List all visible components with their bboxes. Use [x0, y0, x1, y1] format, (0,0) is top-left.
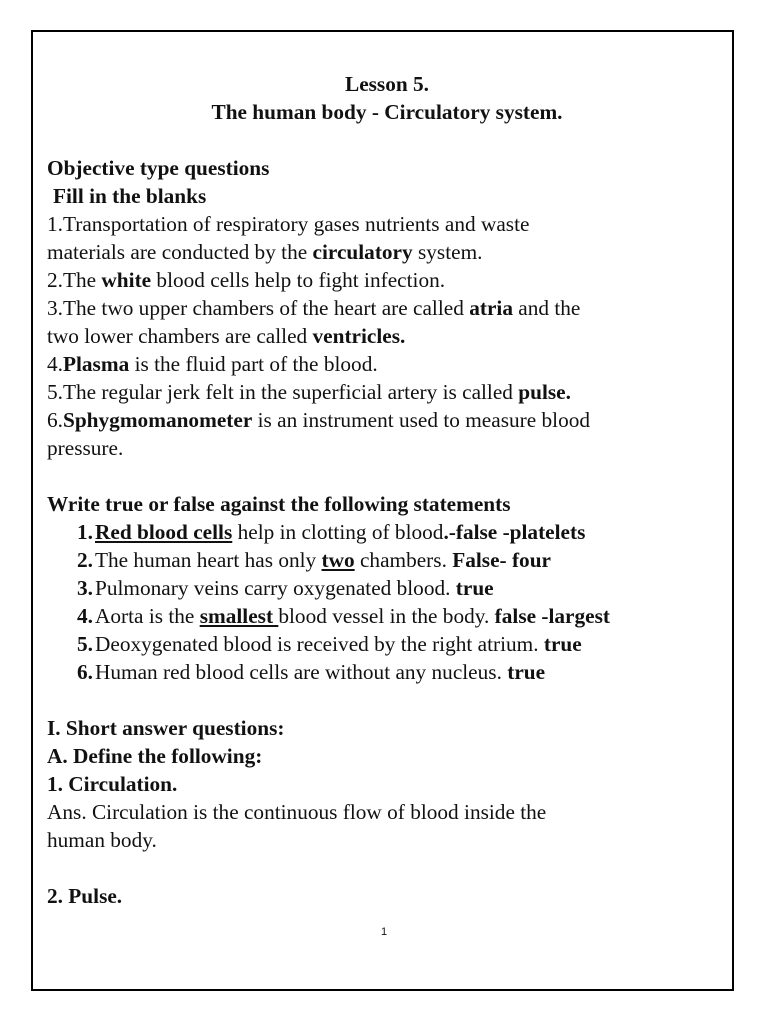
answer: atria — [469, 296, 513, 320]
document-body — [47, 70, 727, 910]
objective-heading: Objective type questions — [47, 156, 270, 180]
answer: true — [455, 576, 494, 600]
fill-q3: 3.The two upper chambers of the heart are called atria and the two lower chambers are called ventricles. — [47, 296, 581, 348]
fill-q4: 4.Plasma is the fluid part of the blood. — [47, 352, 378, 376]
short-answer-heading: I. Short answer questions: — [47, 716, 285, 740]
answer: true — [507, 660, 546, 684]
answer-1-line1: Ans. Circulation is the continuous flow of blood inside the — [47, 800, 547, 824]
fill-q2: 2.The white blood cells help to fight infection. — [47, 268, 446, 292]
fill-q5: 5.The regular jerk felt in the superficial artery is called pulse. — [47, 380, 571, 404]
answer-1-line2: human body. — [47, 828, 157, 852]
answer: Plasma — [62, 352, 130, 376]
answer: pulse. — [518, 380, 571, 404]
tf-item-2: 2. The human heart has only two chambers. False- four — [77, 548, 551, 572]
tf-item-6: 6. Human red blood cells are without any nucleus. true — [77, 660, 546, 684]
answer: False- four — [452, 548, 551, 572]
true-false-heading: Write true or false against the following statements — [47, 492, 511, 516]
answer: false -largest — [494, 604, 610, 628]
answer: Sphygmomanometer — [62, 408, 253, 432]
fill-q6: 6.Sphygmomanometer is an instrument used to measure blood pressure. — [47, 408, 591, 460]
answer: white — [101, 268, 152, 292]
tf-item-4: 4. Aorta is the smallest blood vessel in the body. false -largest — [77, 604, 610, 628]
tf-item-3: 3. Pulmonary veins carry oxygenated blood. true — [77, 576, 494, 600]
define-item-2: 2. Pulse. — [47, 884, 123, 908]
define-item-1: 1. Circulation. — [47, 772, 178, 796]
page-number: 1 — [380, 926, 388, 938]
answer: circulatory — [312, 240, 413, 264]
lesson-title: The human body - Circulatory system. — [211, 100, 563, 124]
fill-blanks-heading: Fill in the blanks — [53, 184, 207, 208]
answer: .-false -platelets — [443, 520, 586, 544]
lesson-number: Lesson 5. — [344, 72, 430, 96]
fill-q1: 1.Transportation of respiratory gases nutrients and waste materials are conducted by the circulatory system. — [47, 212, 530, 264]
answer: ventricles. — [312, 324, 406, 348]
answer: true — [543, 632, 582, 656]
tf-item-5: 5. Deoxygenated blood is received by the right atrium. true — [77, 632, 582, 656]
define-heading: A. Define the following: — [47, 744, 263, 768]
tf-item-1: 1. Red blood cells help in clotting of blood.-false -platelets — [77, 520, 586, 544]
